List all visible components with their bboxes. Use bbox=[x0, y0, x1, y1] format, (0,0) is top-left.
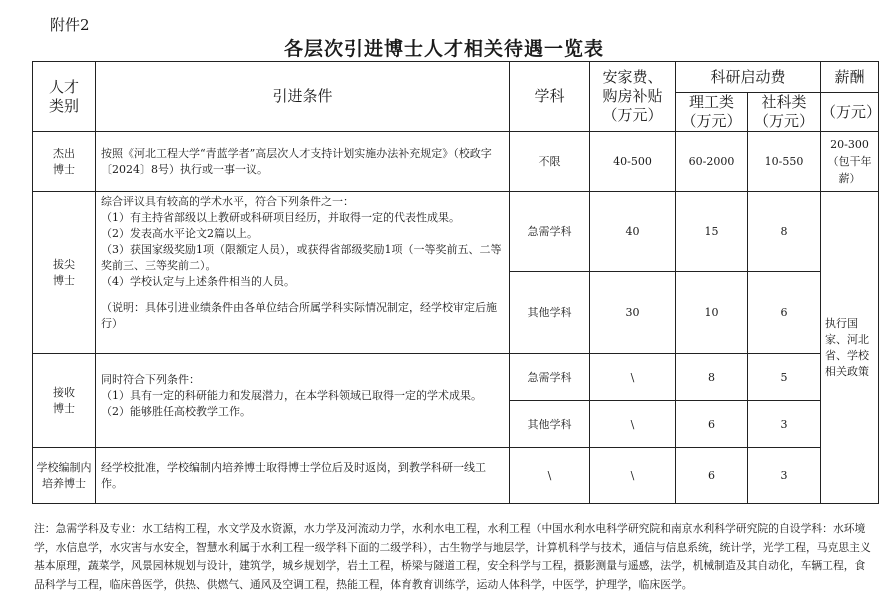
benefits-table bbox=[32, 61, 882, 504]
shared-salary-policy: 执行国家、河北省、学校相关政策 bbox=[821, 192, 879, 504]
row-sci-eng: 15 bbox=[676, 192, 748, 272]
row-conditions: 经学校批准，学校编制内培养博士取得博士学位后及时返岗，到教学科研一线工作。 bbox=[96, 448, 510, 504]
row-category: 接收博士 bbox=[33, 354, 96, 448]
footnote: 注：急需学科及专业：水工结构工程，水文学及水资源，水力学及河流动力学，水利水电工程，水利工程（中国水利水电科学研究院和南京水利科学研究院的自设学科：水环境学，水信息学，水灾害与水安全，智慧水利属于水利工程一级学科下面的二级学科），古生物学与地层学，计算机科学与技术，通信与信息系统，统计学，光学工程，马克思主义基本原理，蔬菜学，风景园林规划与设计，建筑学，城乡规划学，岩土工程，桥梁与隧道工程，安全科学与工程，摄影测量与遥感，法学，机械制造及其自动化，车辆工程，食品科学与工程，临床兽医学，供热、供燃气、通风及空调工程，热能工程，体育教育训练学，运动人体科学，中医学，护理学，临床医学。 bbox=[34, 522, 871, 591]
row-settlement: 40 bbox=[590, 192, 676, 272]
header-settlement: 安家费、 购房补贴 （万元） bbox=[590, 62, 676, 132]
row-settlement: 40-500 bbox=[590, 132, 676, 192]
row-settlement: \ bbox=[590, 448, 676, 504]
table-row bbox=[33, 354, 879, 401]
table-row bbox=[33, 192, 879, 272]
row-settlement: \ bbox=[590, 354, 676, 401]
row-conditions: 同时符合下列条件： （1）具有一定的科研能力和发展潜力，在本学科领域已取得一定的学术成果。 （2）能够胜任高校教学工作。 bbox=[96, 354, 510, 448]
row-salary: 20-300 （包干年薪） bbox=[821, 132, 879, 192]
row-category: 拔尖博士 bbox=[33, 192, 96, 354]
header-social-sci: 社科类 （万元） bbox=[748, 93, 821, 132]
header-category: 人才类别 bbox=[33, 62, 96, 132]
row-social-sci: 10-550 bbox=[748, 132, 821, 192]
row-discipline: 不限 bbox=[510, 132, 590, 192]
page-title: 各层次引进博士人才相关待遇一览表 bbox=[283, 38, 604, 60]
row-category: 杰出博士 bbox=[33, 132, 96, 192]
header-discipline: 学科 bbox=[510, 62, 590, 132]
row-discipline: 急需学科 bbox=[510, 354, 590, 401]
row-discipline: \ bbox=[510, 448, 590, 504]
header-salary-unit: （万元） bbox=[821, 93, 879, 132]
row-sci-eng: 6 bbox=[676, 401, 748, 448]
row-sci-eng: 10 bbox=[676, 272, 748, 354]
row-conditions: 按照《河北工程大学“青蓝学者”高层次人才支持计划实施办法补充规定》（校政字〔2024〕8号）执行或一事一议。 bbox=[96, 132, 510, 192]
header-sci-eng: 理工类 （万元） bbox=[676, 93, 748, 132]
row-discipline: 急需学科 bbox=[510, 192, 590, 272]
row-discipline: 其他学科 bbox=[510, 272, 590, 354]
header-conditions: 引进条件 bbox=[96, 62, 510, 132]
row-conditions: 综合评议具有较高的学术水平，符合下列条件之一： （1）有主持省部级以上教研或科研项目经历，并取得一定的代表性成果。 （2）发表高水平论文2篇以上。 （3）获国家级奖励1项（限额定人员），或获得省部级奖励1项（一等奖前五、二等奖前三、三等奖前二）。 （4）学校认定与上述条件相当的人员。 （说明：具体引进业绩条件由各单位结合所属学科实际情况制定，经学校审定后施行） bbox=[96, 192, 510, 354]
row-social-sci: 3 bbox=[748, 448, 821, 504]
row-sci-eng: 6 bbox=[676, 448, 748, 504]
row-social-sci: 8 bbox=[748, 192, 821, 272]
header-salary: 薪酬 bbox=[821, 62, 879, 93]
row-social-sci: 5 bbox=[748, 354, 821, 401]
table-row bbox=[33, 448, 879, 504]
row-sci-eng: 60-2000 bbox=[676, 132, 748, 192]
row-category: 学校编制内培养博士 bbox=[33, 448, 96, 504]
row-social-sci: 3 bbox=[748, 401, 821, 448]
header-research-funds: 科研启动费 bbox=[676, 62, 821, 93]
row-discipline: 其他学科 bbox=[510, 401, 590, 448]
row-settlement: 30 bbox=[590, 272, 676, 354]
row-settlement: \ bbox=[590, 401, 676, 448]
row-social-sci: 6 bbox=[748, 272, 821, 354]
row-sci-eng: 8 bbox=[676, 354, 748, 401]
attachment-label: 附件2 bbox=[50, 16, 90, 34]
table-row bbox=[33, 132, 879, 192]
